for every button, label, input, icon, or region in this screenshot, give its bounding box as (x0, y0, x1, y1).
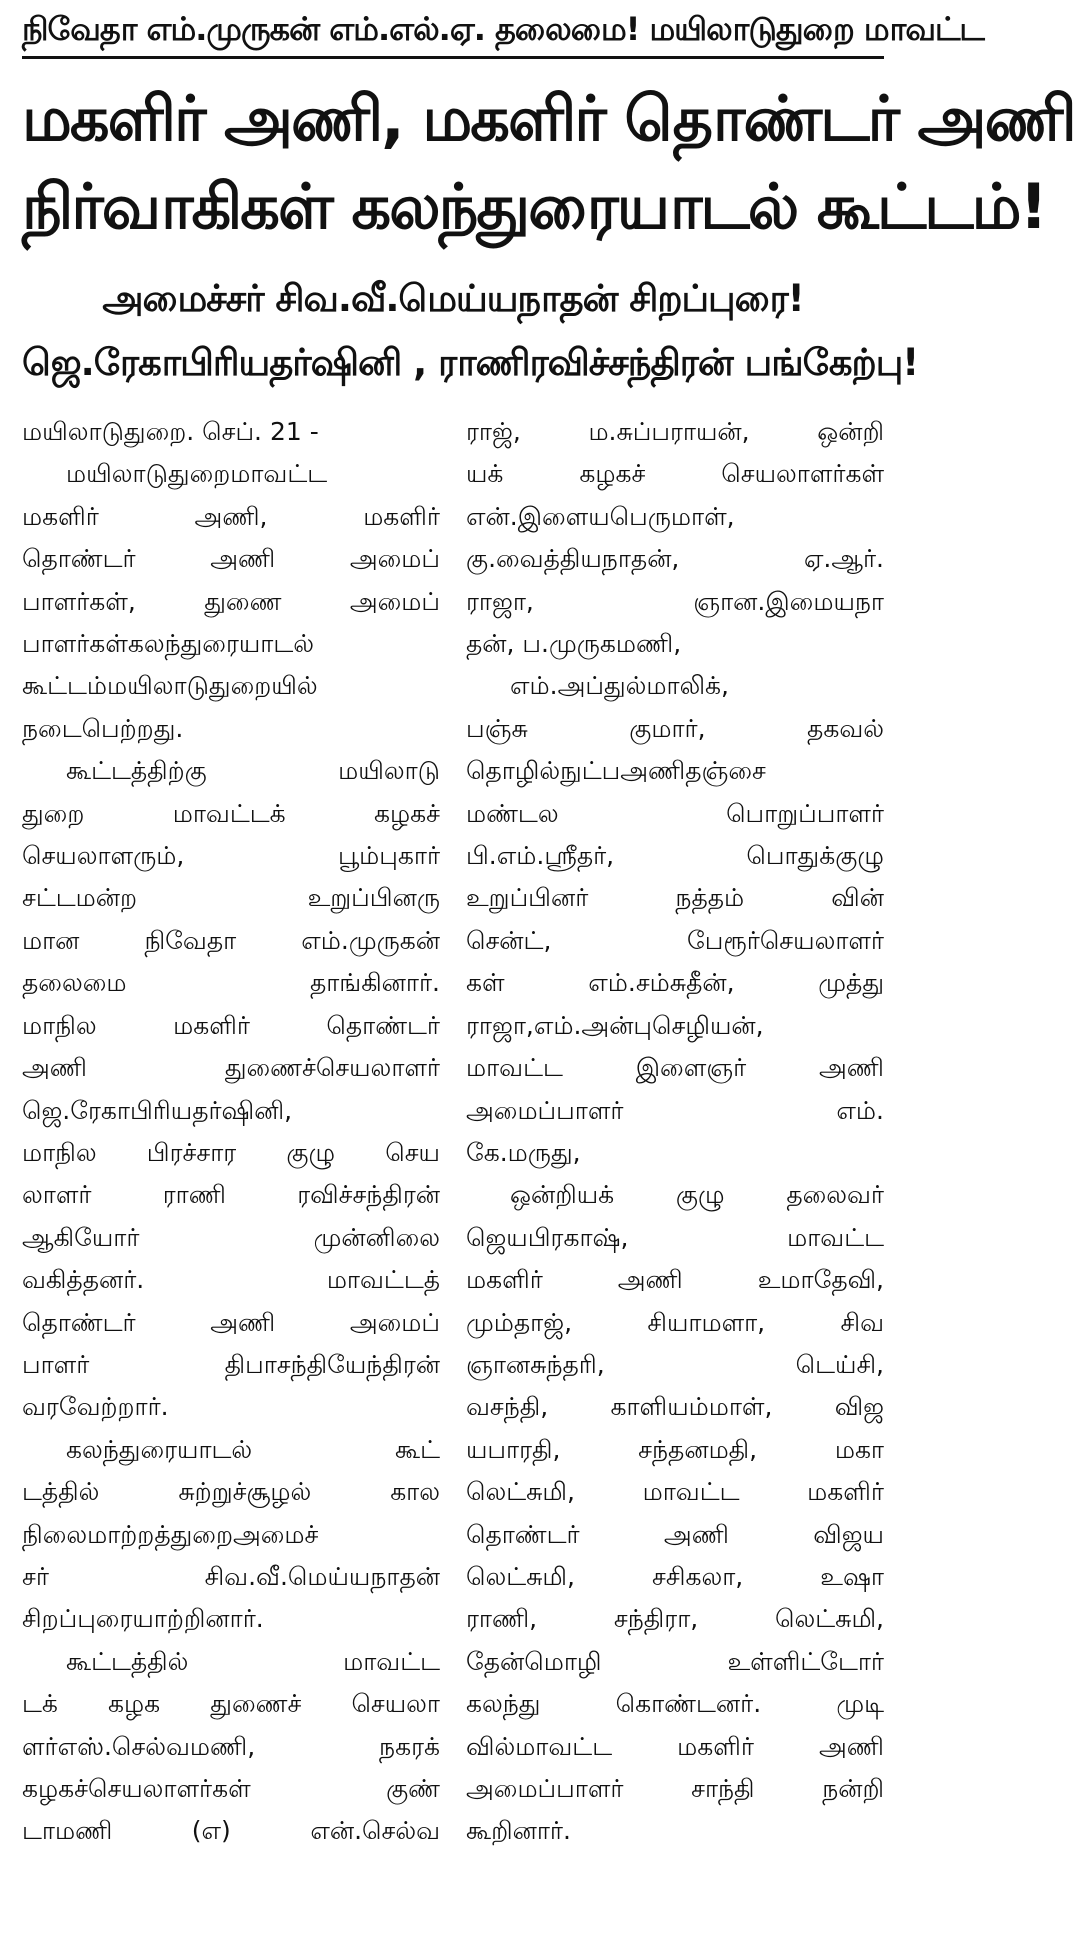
column-line: எம்.அப்துல்மாலிக், (510, 671, 729, 701)
column-line: நிலைமாற்றத்துறைஅமைச் (22, 1519, 319, 1549)
column-line: அணி துணைச்செயலாளர் (22, 1053, 440, 1083)
column-line: நடைபெற்றது. (22, 713, 184, 743)
column-line: தொண்டர் அணி விஜய (466, 1519, 884, 1549)
column-line: மும்தாஜ், சியாமளா, சிவ (466, 1307, 884, 1337)
column-line: மாநில மகளிர் தொண்டர் (22, 1010, 440, 1040)
column-line: கூறினார். (466, 1816, 571, 1846)
column-line: கள் எம்.சம்சுதீன், முத்து (466, 968, 884, 998)
column-line: மாநில பிரச்சார குழு செய (22, 1137, 440, 1167)
column-line: பாளர்கள்கலந்துரையாடல் (22, 629, 315, 659)
column-line: கு.வைத்தியநாதன், ஏ.ஆர். (466, 544, 884, 574)
headline-line-1: மகளிர் அணி, மகளிர் தொண்டர் அணி (22, 82, 1075, 155)
column-line: யக் கழகச் செயலாளர்கள் (466, 459, 884, 489)
column-line: கே.மருது, (466, 1137, 581, 1167)
column-line: பாளர்கள், துணை அமைப் (22, 586, 440, 616)
article-kicker: நிவேதா எம்.முருகன் எம்.எல்.ஏ. தலைமை! மயிலாடுதுறை மாவட்ட (22, 6, 884, 59)
column-line: கழகச்செயலாளர்கள் குண் (22, 1774, 440, 1803)
column-line: கூட்டத்திற்கு மயிலாடு (66, 756, 440, 786)
column-line: ராணி, சந்திரா, லெட்சுமி, (466, 1604, 884, 1634)
article-body (22, 411, 884, 1853)
column-line: ராஜா, ஞான.இமையநா (466, 586, 884, 616)
column-line: தலைமை தாங்கினார். (22, 968, 440, 998)
column-line: ளர்எஸ்.செல்வமணி, நகரக் (22, 1731, 440, 1761)
column-line: வசந்தி, காளியம்மாள், விஜ (466, 1392, 884, 1422)
column-line: ஆகியோர் முன்னிலை (22, 1222, 440, 1252)
column-line: தேன்மொழி உள்ளிட்டோர் (466, 1646, 884, 1676)
column-line: சென்ட், பேரூர்செயலாளர் (466, 925, 884, 955)
column-line: லாளர் ராணி ரவிச்சந்திரன் (22, 1180, 440, 1210)
column-line: உறுப்பினர் நத்தம் வின் (466, 883, 884, 913)
column-line: ராஜா,எம்.அன்புசெழியன், (466, 1010, 764, 1040)
column-line: செயலாளரும், பூம்புகார் (22, 841, 440, 871)
column-line: கூட்டம்மயிலாடுதுறையில் (22, 671, 318, 701)
column-line: கலந்துரையாடல் கூட் (66, 1434, 440, 1464)
column-line: வரவேற்றார். (22, 1392, 169, 1422)
column-line: கலந்து கொண்டனர். முடி (466, 1689, 884, 1719)
column-line: சிறப்புரையாற்றினார். (22, 1604, 264, 1634)
column-line: பி.எம்.ஸ்ரீதர், பொதுக்குழு (466, 841, 884, 871)
headline-line-2: நிர்வாகிகள் கலந்துரையாடல் கூட்டம்! (22, 170, 1046, 243)
column-line: சட்டமன்ற உறுப்பினரு (22, 883, 440, 913)
column-line: டாமணி (எ) என்.செல்வ (22, 1816, 440, 1846)
column-line: தன், ப.முருகமணி, (466, 629, 682, 659)
column-line: அமைப்பாளர் எம். (466, 1095, 884, 1125)
column-line: லெட்சுமி, மாவட்ட மகளிர் (466, 1477, 884, 1507)
column-line: பஞ்சு குமார், தகவல் (466, 713, 884, 743)
column-line: லெட்சுமி, சசிகலா, உஷா (466, 1561, 884, 1591)
column-line: மயிலாடுதுறை. செப். 21 - (22, 417, 319, 446)
left-column (22, 411, 440, 1853)
column-line: வில்மாவட்ட மகளிர் அணி (466, 1731, 884, 1761)
column-line: துறை மாவட்டக் கழகச் (22, 798, 440, 828)
column-line: மகளிர் அணி, மகளிர் (22, 501, 440, 531)
column-line: பாளர் திபாசந்தியேந்திரன் (22, 1349, 440, 1379)
column-line: வகித்தனர். மாவட்டத் (22, 1265, 440, 1295)
column-line: தொழில்நுட்பஅணிதஞ்சை (466, 756, 766, 786)
column-line: ஜெயபிரகாஷ், மாவட்ட (466, 1222, 884, 1252)
column-line: மான நிவேதா எம்.முருகன் (22, 925, 440, 955)
column-line: ஒன்றியக் குழு தலைவர் (510, 1180, 884, 1210)
column-line: மயிலாடுதுறைமாவட்ட (66, 459, 328, 489)
column-line: ராஜ், ம.சுப்பராயன், ஒன்றி (466, 417, 884, 446)
column-line: மகளிர் அணி உமாதேவி, (466, 1265, 884, 1295)
subheadline-line-1: அமைச்சர் சிவ.வீ.மெய்யநாதன் சிறப்புரை! (102, 277, 804, 320)
column-line: தொண்டர் அணி அமைப் (22, 1307, 440, 1337)
column-line: என்.இளையபெருமாள், (466, 501, 735, 531)
subheadline-line-2: ஜெ.ரேகாபிரியதர்ஷினி , ராணிரவிச்சந்திரன் பங்கேற்பு! (22, 341, 919, 384)
column-line: மண்டல பொறுப்பாளர் (466, 798, 884, 828)
column-line: ஜெ.ரேகாபிரியதர்ஷினி, (22, 1095, 293, 1125)
column-line: மாவட்ட இளைஞர் அணி (466, 1053, 884, 1083)
column-line: தொண்டர் அணி அமைப் (22, 544, 440, 574)
column-line: டக் கழக துணைச் செயலா (22, 1689, 440, 1719)
right-column (466, 411, 884, 1853)
column-line: அமைப்பாளர் சாந்தி நன்றி (466, 1774, 884, 1803)
column-line: சர் சிவ.வீ.மெய்யநாதன் (22, 1561, 440, 1591)
column-line: கூட்டத்தில் மாவட்ட (66, 1646, 440, 1676)
column-line: யபாரதி, சந்தனமதி, மகா (466, 1434, 884, 1464)
column-line: டத்தில் சுற்றுச்சூழல் கால (22, 1477, 440, 1507)
column-line: ஞானசுந்தரி, டெய்சி, (466, 1349, 884, 1379)
